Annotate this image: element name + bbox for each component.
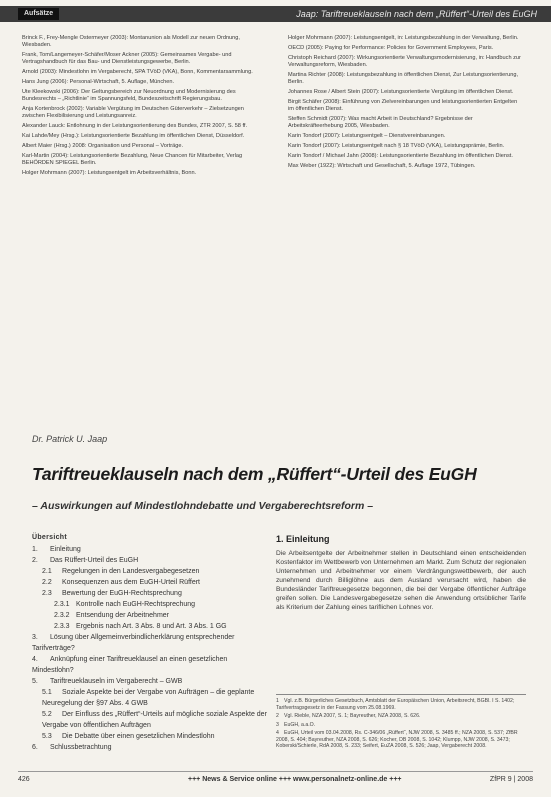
references-right [288, 35, 524, 173]
reference-entry: Max Weber (1922): Wirtschaft und Gesellschaft, 5. Auflage 1972, Tübingen. [288, 163, 476, 169]
toc-item: 2. Das Rüffert-Urteil des EuGH [32, 557, 139, 564]
section-introduction [276, 534, 526, 612]
reference-entry: Birgit Schäfer (2008): Einführung von Zielvereinbarungen und leistungsorientierten Entgelten im öffentlichen Dienst. [288, 99, 518, 112]
references-left [22, 35, 258, 180]
issue-label: ZfPR 9 | 2008 [489, 776, 533, 783]
reference-entry: Frank, Tom/Langemeyer-Schäfer/Moser Ackner (2005): Gemeinsames Vergabe- und Vertragshandbuch für das Bau- und Dienstleistungsgewerbe, Berlin. [22, 52, 232, 65]
reference-entry: Kai Lahde/Mey (Hrsg.): Leistungsorientierte Bezahlung im öffentlichen Dienst, Düsseldorf. [22, 133, 245, 139]
toc-item: 5. Tariftreueklauseln im Vergaberecht – GWB [32, 678, 183, 685]
reference-entry: Arnold (2003): Mindestlohn im Vergaberecht, SPA TVöD (VKA), Bonn, Kommentarsammlung. [22, 69, 253, 75]
table-of-contents [32, 532, 268, 753]
toc-item: 1. Einleitung [32, 546, 81, 553]
toc-item: 6. Schlussbetrachtung [32, 744, 112, 751]
reference-entry: Holger Mohrmann (2007): Leistungsentgelt im Arbeitsverhältnis, Bonn. [22, 170, 197, 176]
footnotes [276, 694, 526, 752]
running-header [0, 6, 551, 22]
toc-item: 3. Lösung über Allgemeinverbindlicherklärung entsprechender Tarifverträge? [32, 634, 235, 652]
toc-item: 4. Anknüpfung einer Tariftreueklausel an einen gesetzlichen Mindestlohn? [32, 656, 228, 674]
running-title: Jaap: Tariftreueklauseln nach dem „Rüffert“-Urteil des EuGH [296, 9, 537, 19]
section-heading: 1. Einleitung [276, 534, 330, 544]
footnote: 1 Vgl. z.B. Bürgerliches Gesetzbuch, Amtsblatt der Europäischen Union, Arbeitsrecht, BGBl. I S. 1402; Tarifvertragsgesetz in der Fassung vom 25.08.1969. [276, 698, 515, 711]
section-tag: Aufsätze [18, 8, 59, 20]
reference-entry: Alexander Lauck: Entlohnung in der Leistungsorientierung des Bundes, ZTR 2007, S. 58 ff. [22, 123, 248, 129]
reference-entry: Martina Richter (2008): Leistungsbezahlung in öffentlichen Dienst, Zur Leistungsorientierung, Berlin. [288, 72, 518, 85]
article-subtitle: – Auswirkungen auf Mindestlohndebatte und Vergaberechtsreform – [32, 500, 374, 512]
reference-entry: Holger Mohrmann (2007): Leistungsentgelt, in: Leistungsbezahlung in der Verwaltung, Berlin. [288, 35, 519, 41]
footnote: 3 EuGH, a.a.O. [276, 721, 316, 728]
toc-item: 2.1 Regelungen in den Landesvergabegesetzen [42, 568, 200, 575]
toc-item: 5.3 Die Debatte über einen gesetzlichen Mindestlohn [42, 733, 215, 740]
footer-site-link[interactable]: +++ News & Service online +++ www.personalnetz-online.de +++ [188, 776, 402, 783]
reference-entry: Karin Tondorf (2007): Leistungsentgelt nach § 18 TVöD (VKA), Leistungsprämie, Berlin. [288, 143, 505, 149]
reference-entry: Karin Tondorf / Michael Jahn (2008): Leistungsorientierte Bezahlung im öffentlichen Dienst. [288, 153, 513, 159]
toc-item: 2.2 Konsequenzen aus dem EuGH-Urteil Rüffert [42, 579, 200, 586]
toc-item: 2.3.1 Kontrolle nach EuGH-Rechtsprechung [54, 601, 196, 608]
reference-entry: Christoph Reichard (2007): Wirkungsorientierte Verwaltungsmodernisierung, in: Handbuch zur Verwaltungsreform, Wiesbaden. [288, 55, 521, 68]
footnote: 2 Vgl. Rieble, NZA 2007, S. 1; Bayreuther, NZA 2008, S. 626. [276, 713, 421, 719]
page-number: 426 [18, 776, 30, 783]
toc-item: 5.1 Soziale Aspekte bei der Vergabe von Aufträgen – die geplante Neuregelung der §97 Abs. 4 GWB [42, 689, 255, 707]
article-author: Dr. Patrick U. Jaap [32, 434, 108, 444]
article-title: Tariftreueklauseln nach dem „Rüffert“-Urteil des EuGH [32, 464, 477, 484]
reference-entry: OECD (2005): Paying for Performance: Policies for Government Employees, Paris. [288, 45, 494, 51]
reference-entry: Ute Kleekowski (2006): Der Geltungsbereich zur Neuordnung und Modernisierung des Bundesrechts – „Richtlinie“ im Spannungsfeld, Bundeszeitschrift Regierungsbau. [22, 89, 236, 102]
footnote: 4 EuGH, Urteil vom 03.04.2008, Rs. C-346/06 „Rüffert“, NJW 2008, S. 3485 ff.; NZA 2008, S. 537; ZfBR 2008, S. 404; Bayreuther, NZA 2008, S. 626; Kocher, DB 2008, S. 1042; Klumpp, NJW 2008, S. 3473; Koberski/Schierle, RdA 2008, S. 233; Seifert, EuZA 2008, S. 526; Jaap, Vergaberecht 2008. [276, 730, 518, 749]
reference-entry: Albert Maier (Hrsg.) 2008: Organisation und Personal – Vorträge. [22, 143, 184, 149]
toc-item: 2.3.3 Ergebnis nach Art. 3 Abs. 8 und Art. 3 Abs. 1 GG [54, 623, 227, 630]
reference-entry: Steffen Schmidt (2007): Was macht Arbeit in Deutschland? Ergebnisse der Arbeitskräfteerhebung 2005, Wiesbaden. [288, 116, 473, 129]
reference-entry: Brinck F., Frey-Mengle Ostermeyer (2003): Montanunion als Modell zur neuen Ordnung, Wiesbaden. [22, 35, 240, 48]
toc-heading: Übersicht [32, 534, 67, 541]
toc-item: 2.3 Bewertung der EuGH-Rechtsprechung [42, 590, 182, 597]
reference-entry: Johannes Rose / Albert Stein (2007): Leistungsorientierte Vergütung im öffentlichen Dienst. [288, 89, 514, 95]
page-footer [18, 771, 533, 784]
reference-entry: Hans Jung (2006): Personal-Wirtschaft, 5. Auflage, München. [22, 79, 175, 85]
reference-entry: Karin Tondorf (2007): Leistungsentgelt – Dienstvereinbarungen. [288, 133, 446, 139]
reference-entry: Karl-Martin (2004): Leistungsorientierte Bezahlung, Neue Chancen für Mitarbeiter, Verlag BEHÖRDEN SPIEGEL Berlin. [22, 153, 243, 166]
toc-item: 2.3.2 Entsendung der Arbeitnehmer [54, 612, 170, 619]
toc-item: 5.2 Der Einfluss des „Rüffert“-Urteils auf mögliche soziale Aspekte der Vergabe von öffentlichen Aufträgen [42, 711, 267, 729]
section-body: Die Arbeitsentgelte der Arbeitnehmer stellen in Deutschland einen entscheidenden Kostenfaktor im Wettbewerb von Unternehmen am Markt. Zum Schutz der regionalen Unternehmen und Arbeitnehmer vor einem Verdrängungswettbewerb, der auch zunehmend durch Billiglöhne aus dem Ausland verursacht wird, haben die Bundesländer Tariftreuegesetze begonnen, die bei der Vergabe öffentlicher Aufträge greifen sollen. Die Landesvergabegesetze sehen die Anwendung ortsüblicher Tarife als Kriterium der Zahlung eines tariflichen Lohnes vor. [276, 550, 526, 611]
reference-entry: Anja Kortenbrock (2002): Variable Vergütung im Deutschen Güterverkehr – Zielsetzungen zwischen Flexibilisierung und Leistungsanreiz. [22, 106, 244, 119]
